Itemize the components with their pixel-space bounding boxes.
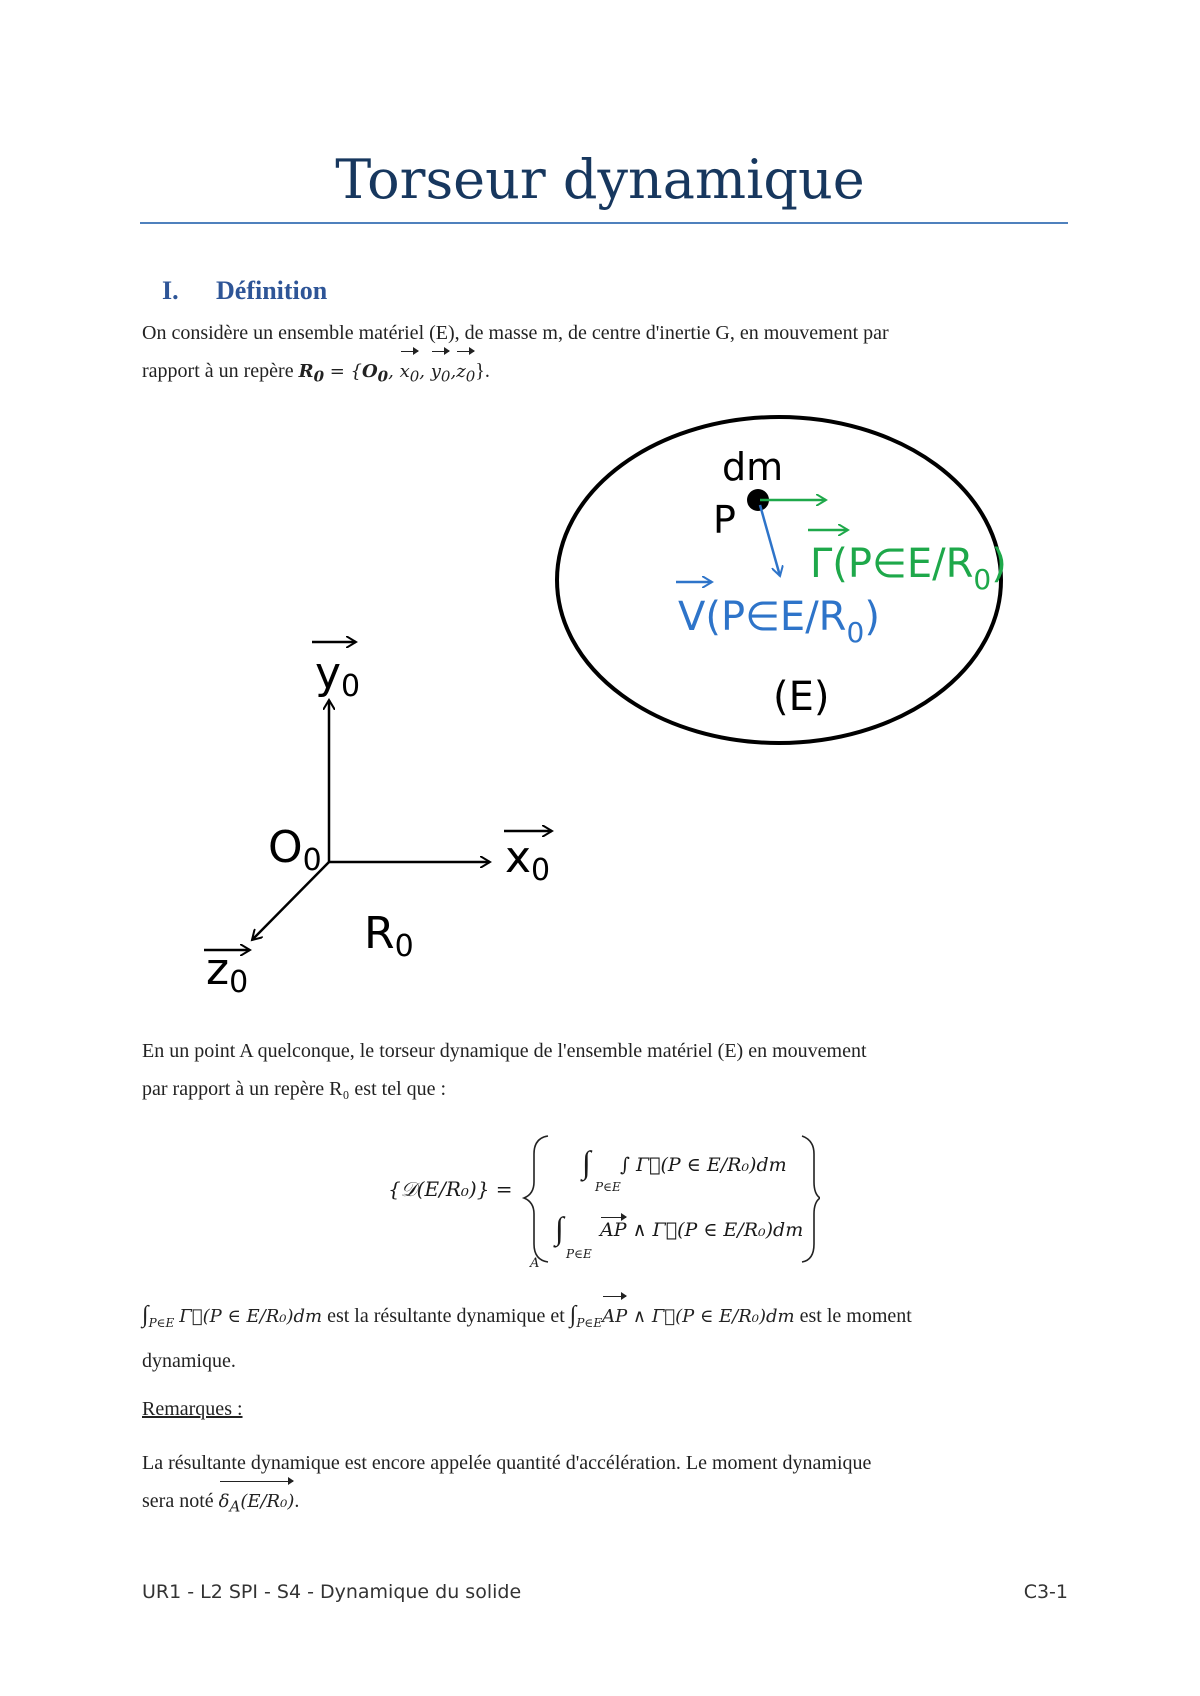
torseur-line-2: par rapport à un repère R₀ est tel que :	[142, 1078, 447, 1100]
velocity-arrow	[760, 505, 780, 576]
sep-2: ,	[419, 361, 426, 382]
resultant-expression: ∫ Γ⃗(P ∈ E/R₀)dm	[620, 1154, 787, 1176]
integral-3-sub: P∈E	[148, 1316, 175, 1330]
section-number: I.	[162, 276, 179, 305]
reduction-point: A	[530, 1256, 540, 1271]
formula-brackets	[520, 1130, 820, 1270]
title-rule	[140, 222, 1068, 224]
x-axis-sub: 0	[531, 853, 551, 888]
definitions-text-1: est la résultante dynamique et	[322, 1305, 570, 1327]
remarks-paragraph	[142, 1444, 1072, 1526]
definitions-line-1	[142, 1296, 1072, 1342]
AP-vector: AP	[600, 1219, 627, 1241]
intro-end: }.	[475, 360, 490, 382]
y-axis-sub: 0	[341, 669, 361, 704]
velocity-label-sub: 0	[846, 616, 865, 649]
origin-subscript: 0	[377, 367, 389, 386]
resultant-term: Γ⃗(P ∈ E/R₀)dm	[179, 1306, 323, 1327]
remarks-line-2-text: sera noté	[142, 1490, 219, 1512]
delta-argument: (E/R₀)	[240, 1491, 295, 1512]
frame-sub: 0	[394, 929, 414, 964]
origin-letter: O	[268, 822, 303, 873]
section-heading	[162, 276, 327, 306]
formula-right-brace	[802, 1136, 820, 1262]
intro-paragraph	[142, 314, 1072, 396]
torseur-paragraph	[142, 1032, 1072, 1108]
x-axis-letter: x	[505, 832, 532, 883]
moment-expression	[600, 1219, 803, 1241]
moment-term: ∧ Γ⃗(P ∈ E/R₀)dm	[627, 1306, 795, 1327]
z-axis-label	[206, 944, 248, 1000]
formula-lhs: {𝒟(E/R₀)} =	[388, 1177, 513, 1201]
velocity-label-text: V(P∈E/R	[678, 594, 847, 640]
delta-symbol: δ	[218, 1491, 230, 1512]
y-subscript: 0	[440, 367, 451, 386]
intro-line-1: On considère un ensemble matériel (E), de masse m, de centre d'inertie G, en mouvement par	[142, 322, 889, 344]
delta-subscript: A	[229, 1497, 241, 1516]
dm-label: dm	[722, 445, 784, 489]
y-axis-label	[315, 648, 360, 704]
remarks-end: .	[294, 1490, 300, 1512]
footer-course: UR1 - L2 SPI - S4 - Dynamique du solide	[142, 1581, 522, 1603]
frame-label	[364, 908, 414, 964]
integral-1-sub: P∈E	[595, 1180, 621, 1194]
formula-left-brace	[524, 1136, 548, 1262]
delta-vector	[219, 1483, 295, 1526]
footer-page: C3-1	[1023, 1581, 1068, 1603]
gamma-label-close: )	[991, 541, 1007, 587]
z-vector: z	[456, 361, 466, 382]
z-axis-sub: 0	[229, 965, 249, 1000]
z-subscript: 0	[465, 367, 476, 386]
page-title: Torseur dynamique	[335, 148, 865, 211]
definitions-paragraph	[142, 1296, 1072, 1380]
sep-1: ,	[388, 361, 394, 382]
y-axis-letter: y	[315, 648, 342, 699]
frame-subscript: 0	[313, 367, 324, 386]
integral-2-sub: P∈E	[566, 1247, 592, 1261]
velocity-label	[678, 594, 880, 649]
set-E-label: (E)	[773, 674, 830, 720]
sep-3: ,	[450, 361, 457, 382]
AP-vector-inline: AP	[602, 1298, 627, 1336]
definitions-line-2: dynamique.	[142, 1350, 236, 1372]
gamma-label-text: Γ(P∈E/R	[810, 541, 974, 587]
integral-4-sub: P∈E	[576, 1316, 603, 1330]
x-subscript: 0	[409, 367, 420, 386]
gamma-label-sub: 0	[973, 563, 992, 596]
frame-symbol: R	[298, 361, 314, 382]
kinematics-figure	[0, 390, 1200, 1010]
gamma-label	[810, 541, 1007, 596]
remarks-heading: Remarques :	[142, 1398, 243, 1420]
equals-brace: = {	[324, 361, 362, 382]
x-axis-label	[505, 832, 550, 888]
origin-label	[268, 822, 322, 878]
x-vector: x	[399, 361, 410, 382]
remarks-line-2	[142, 1482, 1072, 1526]
section-title: Définition	[216, 276, 328, 305]
integral-4: ∫	[569, 1302, 577, 1328]
moment-expression-rest: ∧ Γ⃗(P ∈ E/R₀)dm	[632, 1219, 804, 1241]
velocity-label-close: )	[864, 594, 880, 640]
integral-2: ∫	[555, 1210, 564, 1246]
origin-symbol: O	[361, 361, 378, 382]
z-axis-letter: z	[206, 944, 230, 995]
frame-letter: R	[364, 908, 395, 959]
intro-line-2-text: rapport à un repère	[142, 360, 299, 382]
P-label: P	[713, 498, 736, 542]
integral-3: ∫	[142, 1302, 149, 1328]
y-vector: y	[430, 361, 441, 382]
integral-1: ∫	[582, 1144, 591, 1180]
torseur-line-1: En un point A quelconque, le torseur dynamique de l'ensemble matériel (E) en mouvement	[142, 1040, 867, 1062]
remarks-line-1: La résultante dynamique est encore appelée quantité d'accélération. Le moment dynamique	[142, 1452, 872, 1474]
definitions-text-2: est le moment	[794, 1305, 912, 1327]
origin-sub: 0	[302, 843, 322, 878]
